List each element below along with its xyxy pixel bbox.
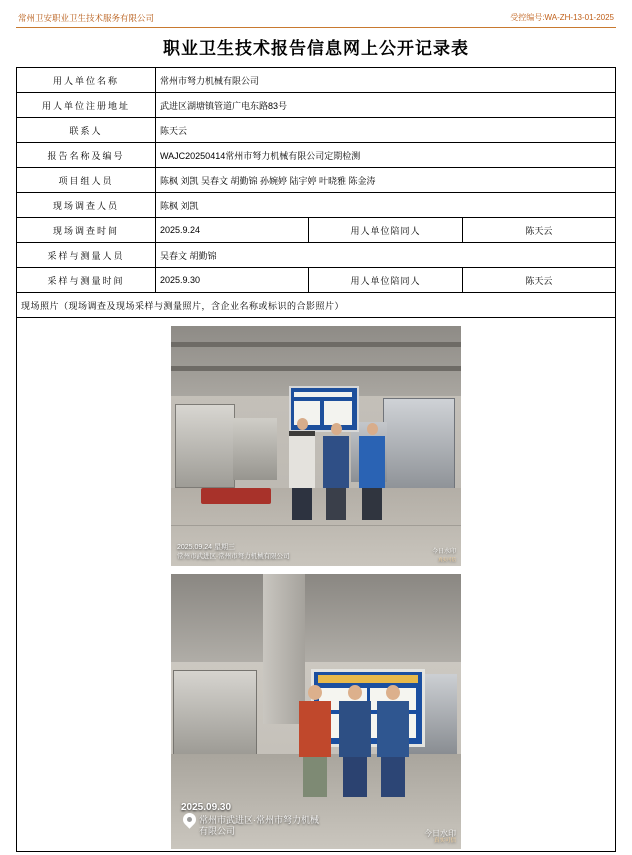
table-row-sampling-staff (17, 243, 616, 268)
photos-caption: 现场照片（现场调查及现场采样与测量照片，含企业名称或标识的合影照片） (17, 293, 616, 318)
photo-list (21, 320, 611, 849)
row-value: 常州市弩力机械有限公司 (156, 68, 616, 93)
row-label: 现场调查人员 (17, 193, 156, 218)
row-value: 2025.9.30 (156, 268, 309, 293)
header-control-number: 受控编号:WA-ZH-13-01-2025 (510, 13, 614, 22)
table-row-sampling-time (17, 268, 616, 293)
photo2-person (299, 685, 331, 797)
photo2-date: 2025.09.30 (181, 802, 232, 813)
photo2-timestamp-stamp (181, 802, 319, 837)
row-label: 报告名称及编号 (17, 143, 156, 168)
row-mid-label: 用人单位陪同人 (309, 218, 462, 243)
row-value: 陈天云 (156, 118, 616, 143)
photo1-machine-left2 (233, 418, 277, 480)
table-row-survey-time (17, 218, 616, 243)
photo1-person (359, 423, 385, 520)
photo1-beam (171, 342, 461, 347)
photos-cell (17, 318, 616, 852)
row-label: 项目组人员 (17, 168, 156, 193)
photo2-machine-left (173, 670, 257, 758)
row-value: WAJC20250414常州市弩力机械有限公司定期检测 (156, 143, 616, 168)
row-label: 现场调查时间 (17, 218, 156, 243)
row-mid-value: 陈天云 (462, 268, 615, 293)
page-title: 职业卫生技术报告信息网上公开记录表 (163, 39, 469, 58)
photo2-watermark (424, 829, 456, 845)
photo1-person (289, 418, 315, 520)
row-label: 用人单位名称 (17, 68, 156, 93)
row-label: 采样与测量人员 (17, 243, 156, 268)
photo1-watermark-text: 今日水印 (431, 549, 456, 556)
photo1-machine-left (175, 404, 235, 488)
site-survey-photo (171, 326, 461, 566)
photo1-watermark-sub: 真实可信 (438, 556, 456, 562)
row-value: 吴春文 胡勤锦 (156, 243, 616, 268)
photo2-watermark-sub: 真实可信 (433, 838, 456, 845)
table-row-photos-caption (17, 293, 616, 318)
photo1-machine-right (383, 398, 455, 492)
photo2-address-line1: 常州市武进区·常州市弩力机械 (199, 814, 319, 825)
photo2-watermark-text: 今日水印 (424, 828, 456, 838)
photo1-watermark (432, 549, 456, 562)
table-row-photos (17, 318, 616, 852)
table-row (17, 68, 616, 93)
table-row (17, 118, 616, 143)
row-label: 采样与测量时间 (17, 268, 156, 293)
header-company: 常州卫安职业卫生技术服务有限公司 (18, 13, 155, 23)
row-mid-label: 用人单位陪同人 (309, 268, 462, 293)
photo1-person (323, 423, 349, 520)
row-label: 用人单位注册地址 (17, 93, 156, 118)
table-row (17, 143, 616, 168)
row-value: 武进区湖塘镇管道广电东路83号 (156, 93, 616, 118)
sampling-photo (171, 574, 461, 849)
table-row (17, 93, 616, 118)
row-value: 2025.9.24 (156, 218, 309, 243)
row-label: 联系人 (17, 118, 156, 143)
photo2-address-line2: 有限公司 (199, 825, 236, 836)
photo1-beam (171, 366, 461, 371)
row-value: 陈枫 刘凯 (156, 193, 616, 218)
photo1-timestamp-stamp (177, 544, 290, 561)
table-row (17, 193, 616, 218)
photo2-ceiling (171, 574, 461, 662)
header-divider (16, 27, 616, 28)
record-table (16, 67, 616, 852)
photo1-address: 常州市武进区·常州市弩力机械有限公司 (177, 552, 290, 560)
table-row (17, 168, 616, 193)
row-mid-value: 陈天云 (462, 218, 615, 243)
photo1-floor-line (171, 525, 461, 526)
photo1-red-cart (201, 488, 271, 504)
photo2-person (377, 685, 409, 797)
page-header (16, 10, 616, 27)
photo2-person (339, 685, 371, 797)
row-value: 陈枫 刘凯 吴春文 胡勤锦 孙婉婷 陆宇婷 叶晓雅 陈金涛 (156, 168, 616, 193)
photo1-date: 2025.09.24 星期三 (177, 544, 235, 552)
